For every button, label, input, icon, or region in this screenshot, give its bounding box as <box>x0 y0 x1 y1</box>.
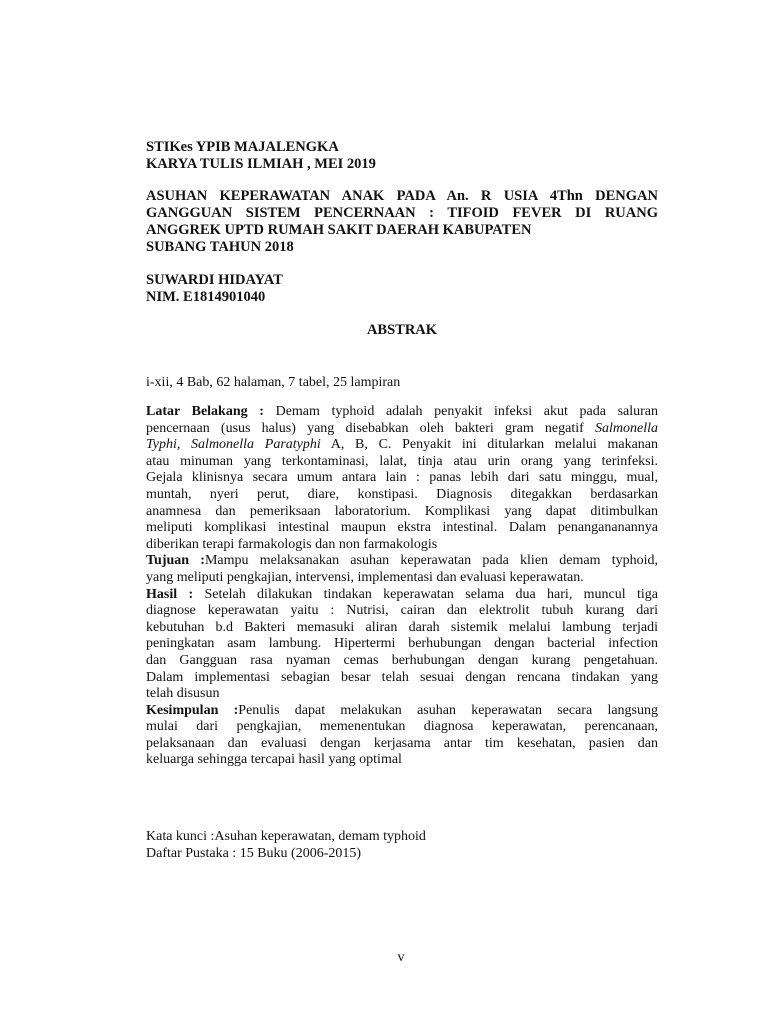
hasil-line-7: telah disusun <box>146 686 220 702</box>
latar-line-2: pencernaan (usus halus) yang disebabkan oleh bakteri gram negatif Salmonella <box>146 420 658 436</box>
document-type: KARYA TULIS ILMIAH , MEI 2019 <box>146 156 376 172</box>
hasil-line-2: diagnose keperawatan yaitu : Nutrisi, cairan dan elektrolit tubuh kurang dari <box>146 603 658 619</box>
latar-line-1: Latar Belakang : Demam typhoid adalah penyakit infeksi akut pada saluran <box>146 404 658 419</box>
latar-belakang-label: Latar Belakang : <box>146 404 264 419</box>
hasil-line-4: peningkatan asam lambung. Hipertermi berhubungan dengan bacterial infection <box>146 636 658 652</box>
document-header <box>146 139 658 173</box>
references-line: Daftar Pustaka : 15 Buku (2006-2015) <box>146 846 362 861</box>
tujuan-line-1: Tujuan :Mampu melaksanakan asuhan keperawatan pada klien demam typhoid, <box>146 553 658 569</box>
hasil-line-1: Hasil : Setelah dilakukan tindakan keperawatan selama dua hari, muncul tiga <box>146 586 659 602</box>
kesimpulan-line-1: Kesimpulan :Penulis dapat melakukan asuhan keperawatan secara langsung <box>146 702 659 718</box>
latar-line-4: atau minuman yang terkontaminasi, lalat, tinja atau urin orang yang terinfeksi. <box>146 453 658 469</box>
title-line-4: SUBANG TAHUN 2018 <box>146 239 294 255</box>
abstract-body <box>146 404 658 769</box>
author-nim: NIM. E1814901040 <box>146 289 266 305</box>
hasil-label: Hasil : <box>146 586 194 602</box>
institution-name: STIKes YPIB MAJALENGKA <box>146 139 339 155</box>
author-name: SUWARDI HIDAYAT <box>146 272 283 288</box>
latar-line-6: muntah, nyeri perut, diare, konstipasi. Diagnosis ditegakkan berdasarkan <box>146 486 658 502</box>
document-title <box>146 188 658 256</box>
abstract-heading: ABSTRAK <box>366 322 438 338</box>
latar-line-7: anamnesa dan pemeriksaan laboratorium. Komplikasi yang dapat ditimbulkan <box>146 503 658 519</box>
hasil-line-6: Dalam implementasi sebagian besar telah sesuai dengan rencana tindakan yang <box>146 669 658 685</box>
kesimpulan-line-2: mulai dari pengkajian, memenentukan diagnosa keperawatan, perencanaan, <box>146 719 658 735</box>
keywords-line: Kata kunci :Asuhan keperawatan, demam typhoid <box>146 829 426 844</box>
page-count-line: i-xii, 4 Bab, 62 halaman, 7 tabel, 25 lampiran <box>146 375 401 390</box>
latar-line-5: Gejala klinisnya secara umum antara lain : panas lebih dari satu minggu, mual, <box>146 470 658 486</box>
hasil-line-3: kebutuhan b.d Bakteri memasuki aliran darah sistemik melalui lambung terjadi <box>146 619 658 635</box>
keywords-block <box>146 828 426 862</box>
kesimpulan-label: Kesimpulan : <box>146 702 239 718</box>
title-line-2: GANGGUAN SISTEM PENCERNAAN : TIFOID FEVER DI RUANG <box>146 205 658 221</box>
latar-line-9: diberikan terapi farmakologis dan non farmakologis <box>146 536 438 552</box>
author-block <box>146 272 658 306</box>
latar-line-3: Typhi, Salmonella Paratyphi A, B, C. Penyakit ini ditularkan melalui makanan <box>146 437 659 453</box>
kesimpulan-line-4: keluarga sehingga tercapai hasil yang optimal <box>146 752 402 768</box>
page-number: v <box>397 950 405 965</box>
hasil-line-5: dan Gangguan rasa nyaman cemas berhubungan dengan kurang pengetahuan. <box>146 652 658 668</box>
title-line-1: ASUHAN KEPERAWATAN ANAK PADA An. R USIA 4Thn DENGAN <box>146 188 658 204</box>
title-line-3: ANGGREK UPTD RUMAH SAKIT DAERAH KABUPATEN <box>146 222 532 238</box>
latar-line-8: meliputi komplikasi intestinal maupun ekstra intestinal. Dalam penangananannya <box>146 520 658 536</box>
kesimpulan-line-3: pelaksanaan dan evaluasi dengan kerjasama antar tim kesehatan, pasien dan <box>146 735 658 751</box>
tujuan-label: Tujuan : <box>146 553 205 569</box>
tujuan-line-2: yang meliputi pengkajian, intervensi, implementasi dan evaluasi keperawatan. <box>146 569 584 585</box>
